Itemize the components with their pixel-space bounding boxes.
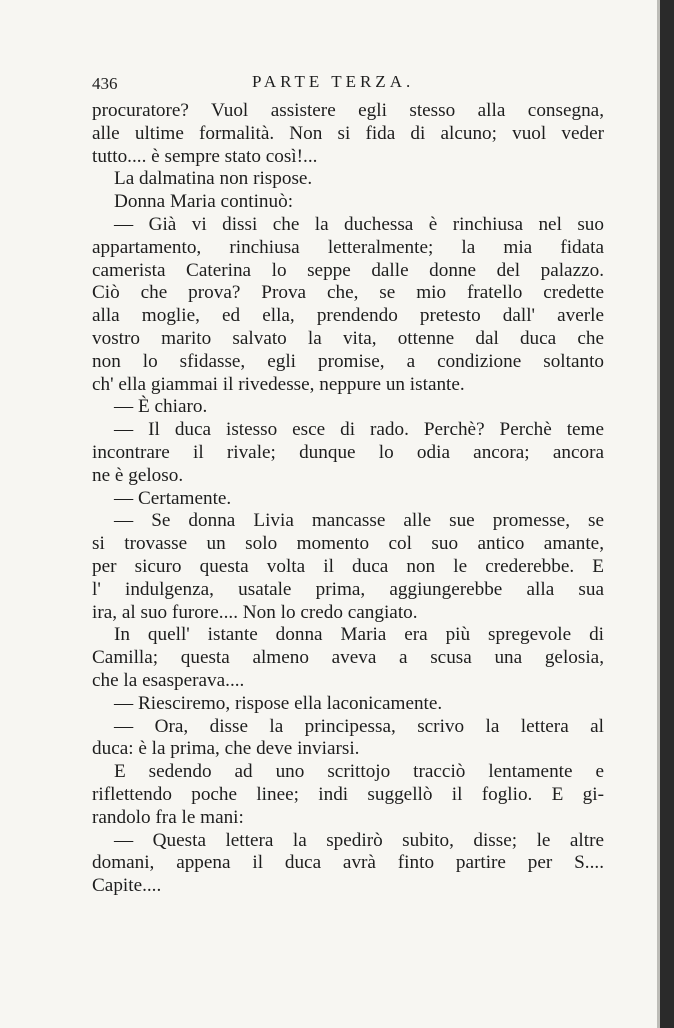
book-page [92, 64, 604, 898]
text-line: — Se donna Livia mancasse alle sue promesse, se [114, 510, 604, 532]
text-line: procuratore? Vuol assistere egli stesso alla consegna, [92, 100, 604, 121]
text-line: — Già vi dissi che la duchessa è rinchiusa nel suo [114, 213, 604, 235]
text-line: randolo fra le mani: [92, 806, 244, 828]
text-line: vostro marito salvato la vita, ottenne dal duca che [92, 327, 604, 349]
text-line: Camilla; questa almeno aveva a scusa una gelosia, [92, 647, 604, 669]
text-line: riflettendo poche linee; indi suggellò il foglio. E gi- [92, 783, 604, 805]
text-line: Ciò che prova? Prova che, se mio fratello credette [92, 282, 604, 304]
running-title: PARTE TERZA. [252, 72, 415, 91]
text-line: appartamento, rinchiusa letteralmente; la mia fidata [92, 236, 604, 258]
text-line: ira, al suo furore.... Non lo credo cangiato. [92, 601, 418, 623]
text-line: Capite.... [92, 875, 162, 897]
text-line: — Il duca istesso esce di rado. Perchè? Perchè teme [114, 419, 604, 441]
page-body [92, 100, 604, 898]
text-line: — Riesciremo, rispose ella laconicamente. [114, 692, 443, 714]
text-line: tutto.... è sempre stato così!... [92, 145, 318, 167]
text-line: alle ultime formalità. Non si fida di alcuno; vuol veder [92, 122, 604, 144]
text-line: camerista Caterina lo seppe dalle donne del palazzo. [92, 259, 604, 281]
text-line: per sicuro questa volta il duca non le crederebbe. E [92, 555, 604, 577]
text-line: Donna Maria continuò: [114, 191, 294, 213]
text-line: l' indulgenza, usatale prima, aggiungerebbe alla sua [92, 578, 604, 600]
text-line: incontrare il rivale; dunque lo odia ancora; ancora [92, 441, 604, 463]
text-line: — Ora, disse la principessa, scrivo la lettera al [114, 715, 604, 737]
text-line: E sedendo ad uno scrittojo tracciò lentamente e [114, 761, 604, 783]
text-line: non lo sfidasse, egli promise, a condizione soltanto [92, 350, 604, 372]
text-line: duca: è la prima, che deve inviarsi. [92, 738, 360, 760]
text-line: domani, appena il duca avrà finto partire per S.... [92, 852, 604, 874]
text-line: La dalmatina non rispose. [114, 168, 313, 190]
text-line: ch' ella giammai il rivedesse, neppure un istante. [92, 373, 465, 395]
scan-border [660, 0, 674, 1028]
page-number: 436 [92, 74, 118, 93]
text-line: — È chiaro. [114, 396, 208, 418]
text-line: ne è geloso. [92, 464, 184, 486]
text-line: — Questa lettera la spedirò subito, disse; le altre [114, 829, 604, 851]
page-header [92, 64, 604, 100]
text-line: alla moglie, ed ella, prendendo pretesto dall' averle [92, 305, 604, 327]
text-line: — Certamente. [114, 487, 232, 509]
text-line: che la esasperava.... [92, 669, 245, 691]
text-line: si trovasse un solo momento col suo antico amante, [92, 533, 604, 555]
text-line: In quell' istante donna Maria era più spregevole di [114, 624, 604, 646]
